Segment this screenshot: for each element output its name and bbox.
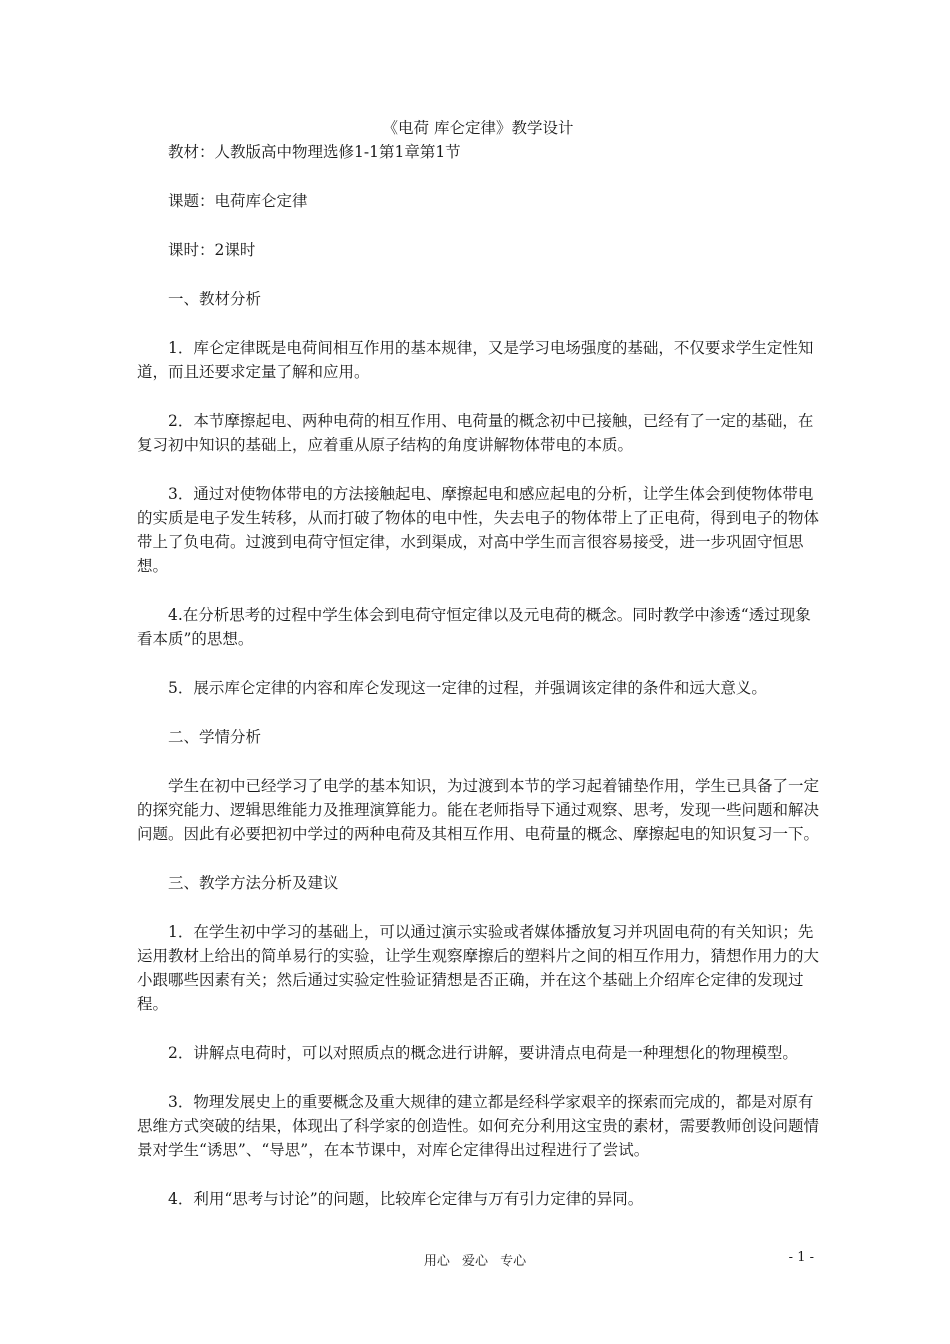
page-number: - 1 - xyxy=(788,1250,814,1265)
paragraph: 4.在分析思考的过程中学生体会到电荷守恒定律以及元电荷的概念。同时教学中渗透“透过现象看本质”的思想。 xyxy=(137,606,811,648)
material-line: 教材：人教版高中物理选修1-1第1章第1节 xyxy=(168,143,461,161)
paragraph: 5．展示库仑定律的内容和库仑发现这一定律的过程，并强调该定律的条件和远大意义。 xyxy=(168,679,767,697)
paragraph: 3．通过对使物体带电的方法接触起电、摩擦起电和感应起电的分析，让学生体会到使物体带电的实质是电子发生转移，从而打破了物体的电中性，失去电子的物体带上了正电荷，得到电子的物体带上了负电荷。过渡到电荷守恒定律，水到渠成，对高中学生而言很容易接受，进一步巩固守恒思想。 xyxy=(137,485,820,575)
paragraph: 学生在初中已经学习了电学的基本知识，为过渡到本节的学习起着铺垫作用，学生已具备了一定的探究能力、逻辑思维能力及推理演算能力。能在老师指导下通过观察、思考，发现一些问题和解决问题。因此有必要把初中学过的两种电荷及其相互作用、电荷量的概念、摩擦起电的知识复习一下。 xyxy=(137,777,820,843)
section-heading: 一、教材分析 xyxy=(168,290,262,308)
paragraph: 3．物理发展史上的重要概念及重大规律的建立都是经科学家艰辛的探索而完成的，都是对原有思维方式突破的结果，体现出了科学家的创造性。如何充分利用这宝贵的素材，需要教师创设问题情景对学生“诱思”、“导思”，在本节课中，对库仑定律得出过程进行了尝试。 xyxy=(137,1093,820,1159)
document-title: 《电荷 库仑定律》教学设计 xyxy=(382,119,574,137)
paragraph: 2．本节摩擦起电、两种电荷的相互作用、电荷量的概念初中已接触，已经有了一定的基础，在复习初中知识的基础上，应着重从原子结构的角度讲解物体带电的本质。 xyxy=(137,412,814,454)
section-heading: 三、教学方法分析及建议 xyxy=(168,874,339,892)
section-heading: 二、学情分析 xyxy=(168,728,262,746)
document-body xyxy=(137,116,819,1211)
footer-motto: 用心 爱心 专心 xyxy=(423,1254,527,1269)
paragraph: 4．利用“思考与讨论”的问题，比较库仑定律与万有引力定律的异同。 xyxy=(168,1190,644,1208)
topic-line: 课题：电荷库仑定律 xyxy=(168,192,308,210)
paragraph: 2．讲解点电荷时，可以对照质点的概念进行讲解，要讲清点电荷是一种理想化的物理模型。 xyxy=(168,1044,798,1062)
paragraph: 1．库仑定律既是电荷间相互作用的基本规律，又是学习电场强度的基础，不仅要求学生定性知道，而且还要求定量了解和应用。 xyxy=(137,339,814,381)
paragraph: 1．在学生初中学习的基础上，可以通过演示实验或者媒体播放复习并巩固电荷的有关知识；先运用教材上给出的简单易行的实验，让学生观察摩擦后的塑料片之间的相互作用力，猜想作用力的大小跟哪些因素有关；然后通过实验定性验证猜想是否正确，并在这个基础上介绍库仑定律的发现过程。 xyxy=(137,923,820,1013)
hours-line: 课时：2课时 xyxy=(168,241,256,259)
